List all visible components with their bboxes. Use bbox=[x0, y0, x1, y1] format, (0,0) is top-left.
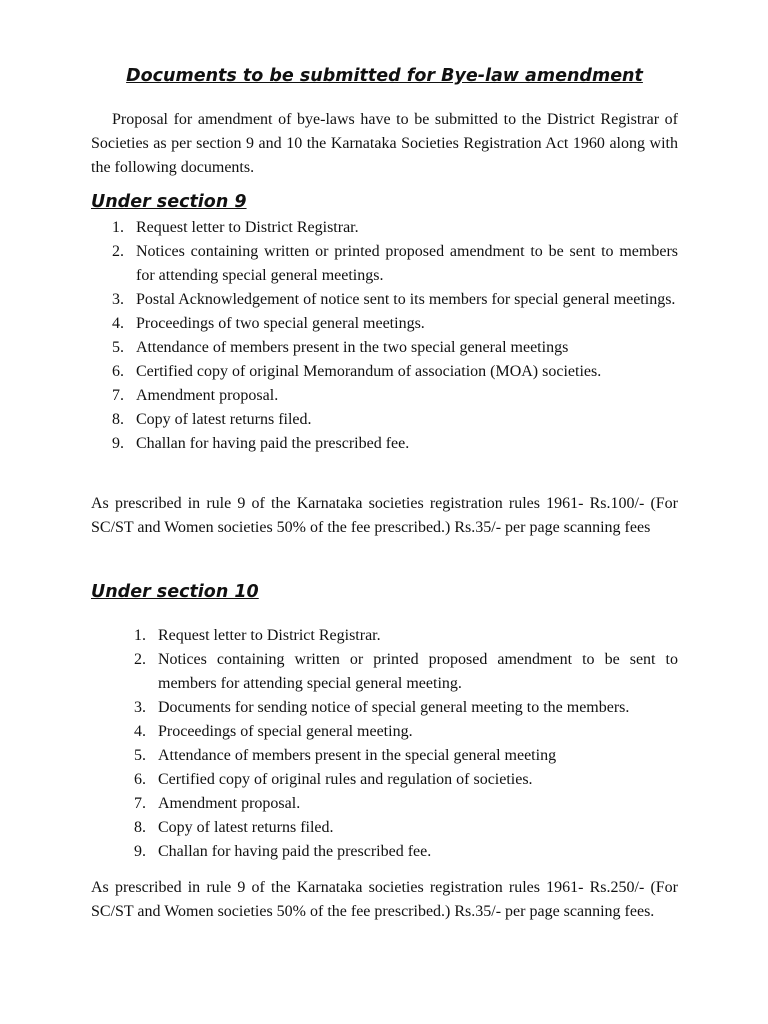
list-item: 5. Attendance of members present in the special general meeting bbox=[134, 747, 557, 764]
section-9-fee-note: As prescribed in rule 9 of the Karnataka societies registration rules 1961- Rs.100/- (For SC/ST and Women societies 50% of the fee prescribed.) Rs.35/- per page scanning fees bbox=[91, 495, 678, 536]
intro-paragraph: Proposal for amendment of bye-laws have to be submitted to the District Registrar of Societies as per section 9 and 10 the Karnataka Societies Registration Act 1960 along with the following documents. bbox=[91, 111, 678, 176]
section-9-heading: Under section 9 bbox=[91, 192, 247, 212]
section-9-list bbox=[112, 216, 678, 456]
list-item: 5. Attendance of members present in the two special general meetings bbox=[112, 339, 569, 356]
list-item: 7. Amendment proposal. bbox=[112, 387, 279, 404]
list-item: 3. Documents for sending notice of special general meeting to the members. bbox=[134, 699, 630, 716]
list-item: 7. Amendment proposal. bbox=[134, 795, 301, 812]
list-item: 9. Challan for having paid the prescribed fee. bbox=[134, 843, 432, 860]
list-item: 1. Request letter to District Registrar. bbox=[112, 219, 359, 236]
section-10-fee-note: As prescribed in rule 9 of the Karnataka societies registration rules 1961- Rs.250/- (For SC/ST and Women societies 50% of the fee prescribed.) Rs.35/- per page scanning fees. bbox=[91, 879, 678, 920]
list-item: 4. Proceedings of two special general meetings. bbox=[112, 315, 425, 332]
list-item: 9. Challan for having paid the prescribed fee. bbox=[112, 435, 410, 452]
list-item: 2. Notices containing written or printed proposed amendment to be sent to members for attending special general meetings. bbox=[112, 243, 678, 284]
list-item: 3. Postal Acknowledgement of notice sent to its members for special general meetings. bbox=[112, 291, 676, 308]
list-item: 8. Copy of latest returns filed. bbox=[134, 819, 334, 836]
list-item: 8. Copy of latest returns filed. bbox=[112, 411, 312, 428]
document-title: Documents to be submitted for Bye-law amendment bbox=[126, 66, 643, 86]
list-item: 6. Certified copy of original rules and regulation of societies. bbox=[134, 771, 533, 788]
section-10-heading: Under section 10 bbox=[91, 582, 259, 602]
list-item: 2. Notices containing written or printed proposed amendment to be sent to members for attending special general meeting. bbox=[134, 651, 678, 692]
list-item: 4. Proceedings of special general meeting. bbox=[134, 723, 413, 740]
list-item: 6. Certified copy of original Memorandum of association (MOA) societies. bbox=[112, 363, 602, 380]
section-10-list bbox=[134, 624, 678, 864]
list-item: 1. Request letter to District Registrar. bbox=[134, 627, 381, 644]
